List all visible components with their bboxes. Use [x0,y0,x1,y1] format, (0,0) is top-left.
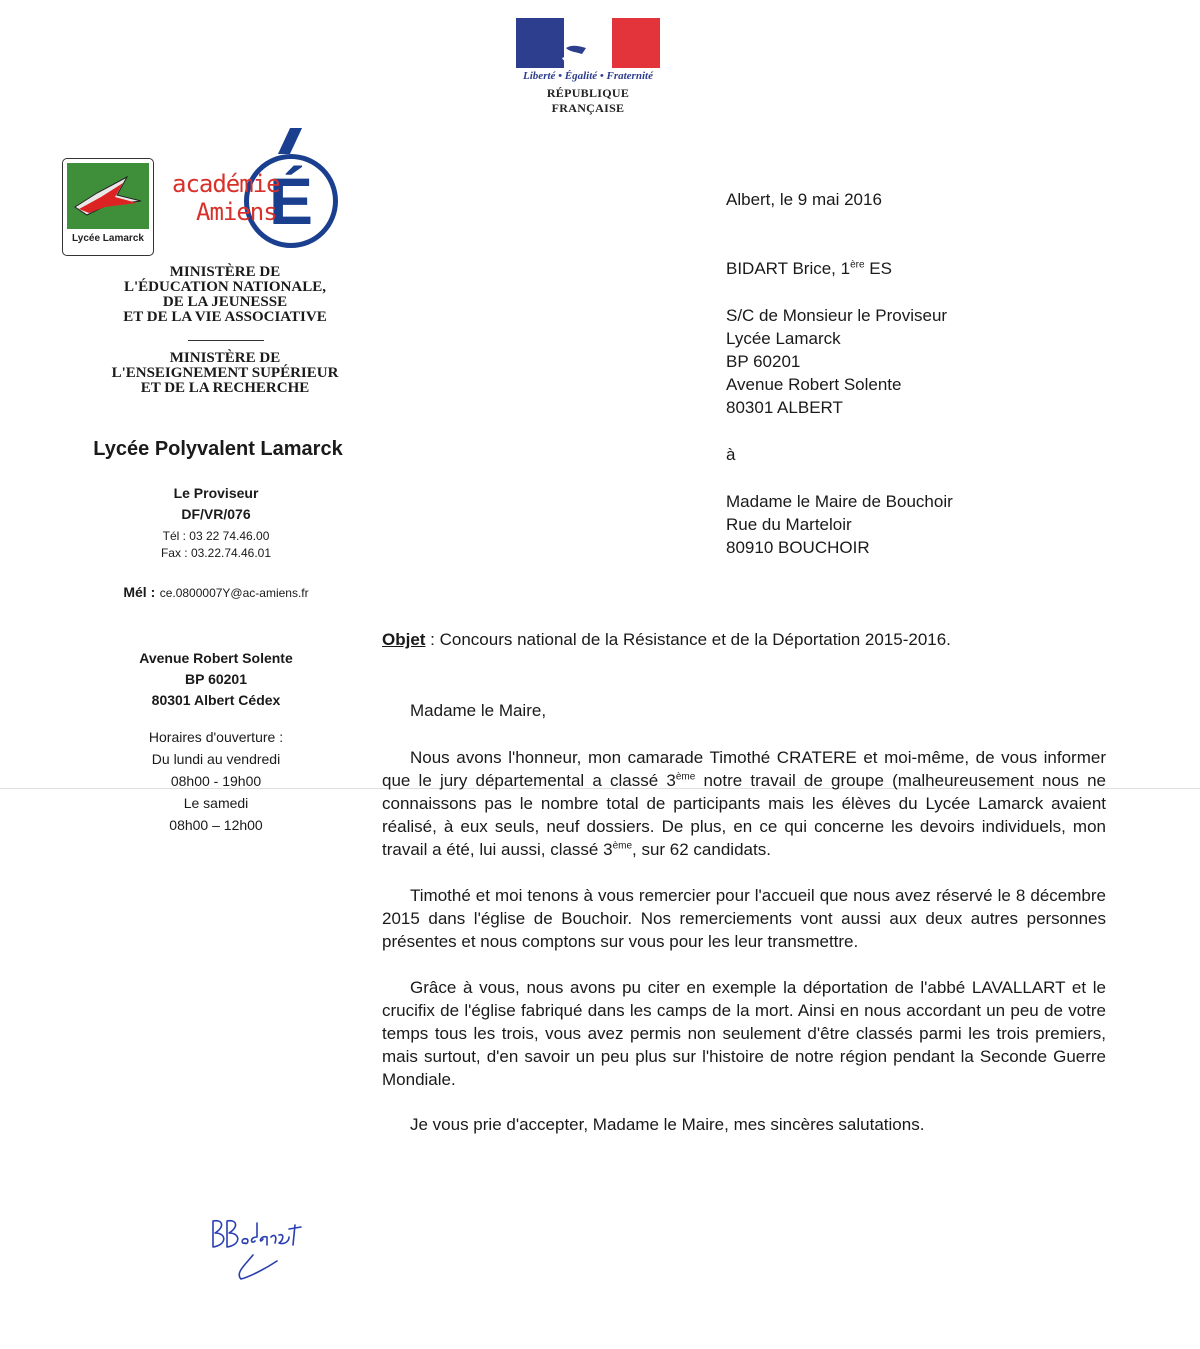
subject-text: : Concours national de la Résistance et de la Déportation 2015-2016. [425,630,951,649]
lycee-name: Lycée Polyvalent Lamarck [93,438,343,460]
ordinal-sup: ème [675,771,696,783]
sender-reference: DF/VR/076 [181,506,251,522]
paragraph-1-text: , sur 62 candidats. [632,840,771,859]
ministry-divider [188,340,264,341]
handwritten-signature [205,1215,325,1285]
via-line: Lycée Lamarck [726,329,841,348]
academie-word: académie [172,170,280,198]
sender-address [94,648,338,711]
republic-name: RÉPUBLIQUE FRANÇAISE [546,86,630,115]
via-line: Avenue Robert Solente [726,375,902,394]
lamarck-symbol-icon [67,163,149,229]
sender-fax: Fax : 03.22.74.46.01 [160,546,272,560]
ministry-education [100,265,350,325]
email-label: Mél : [123,584,156,600]
ministry-line: L'ENSEIGNEMENT SUPÉRIEUR [111,365,339,381]
academie-letter: É [268,164,314,238]
author-class: ES [864,259,892,278]
ministry-line: DE LA JEUNESSE [162,294,288,310]
via-line: S/C de Monsieur le Proviseur [726,306,948,325]
address-line: Avenue Robert Solente [139,650,293,666]
lycee-lamarck-logo [62,158,154,256]
ministry-higher-education [100,351,350,396]
ministry-line: ET DE LA VIE ASSOCIATIVE [123,309,327,325]
subject-line [382,630,951,650]
hours-line: Du lundi au vendredi [151,751,281,767]
ordinal-sup: ème [612,840,633,852]
hours-line: 08h00 – 12h00 [169,817,263,833]
recipient-line: Rue du Marteloir [726,515,852,534]
paragraph-1 [382,746,1106,861]
ministry-line: MINISTÈRE DE [169,350,281,366]
paragraph-2: Timothé et moi tenons à vous remercier pour l'accueil que nous avez réservé le 8 décembre 2015 dans l'église de Bouchoir. Nos remerciements vont aussi aux deux autres personnes présentes et nous comptons sur vous pour les leur transmettre. [382,886,1106,951]
republique-francaise-logo [516,18,660,115]
place-date: Albert, le 9 mai 2016 [726,190,882,209]
academie-amiens-logo [168,128,348,258]
via-address [726,304,947,419]
email-value: ce.0800007Y@ac-amiens.fr [159,586,309,600]
sender-email [94,584,338,602]
paragraph-3: Grâce à vous, nous avons pu citer en exemple la déportation de l'abbé LAVALLART et le crucifix de l'église fabriqué dans les camps de la mort. Ainsi en nous accordant un peu de votre temps tous les trois, vous avez permis non seulement d'être classés parmi les trois premiers, mais surtout, d'en savoir un peu plus sur l'histoire de notre région pendant la Seconde Guerre Mondiale. [382,978,1106,1089]
recipient-address [726,490,953,559]
closing: Je vous prie d'accepter, Madame le Maire, mes sincères salutations. [410,1115,925,1134]
lamarck-emblem [67,163,149,229]
subject-label: Objet [382,630,426,649]
academie-city: Amiens [196,198,277,226]
author-line [726,257,892,280]
to-word: à [726,445,736,464]
academie-accent [278,128,302,154]
author-name: BIDART Brice, 1 [726,259,851,278]
hours-line: Le samedi [183,795,249,811]
ministry-line: L'ÉDUCATION NATIONALE, [124,279,326,295]
address-line: 80301 Albert Cédex [151,692,281,708]
recipient-line: 80910 BOUCHOIR [726,538,870,557]
republic-motto: Liberté • Égalité • Fraternité [523,70,653,82]
ministry-line: ET DE LA RECHERCHE [140,380,310,396]
sender-tel: Tél : 03 22 74.46.00 [162,529,270,543]
hours-line: 08h00 - 19h00 [170,773,262,789]
paragraph-1-text: notre travail de groupe (malheureusement nous ne connaissons pas le nombre total de participants mais les élèves du Lycée Lamarck avaient réalisé, à eux seuls, neuf dossiers. De plus, en ce qui concerne les devoirs individuels, mon travail a été, lui aussi, classé 3 [382,771,1106,859]
via-line: 80301 ALBERT [726,398,843,417]
greeting: Madame le Maire, [410,701,547,720]
recipient-line: Madame le Maire de Bouchoir [726,492,953,511]
hours-title: Horaires d'ouverture : [148,729,284,745]
lamarck-logo-label: Lycée Lamarck [72,233,144,244]
via-line: BP 60201 [726,352,801,371]
ministry-line: MINISTÈRE DE [169,264,281,280]
opening-hours [94,726,338,836]
address-line: BP 60201 [184,671,247,687]
sender-role-block [94,483,338,562]
author-sup: ère [850,259,865,271]
marianne-profile-icon [536,18,636,68]
sender-role: Le Proviseur [173,485,259,501]
scan-artifact [0,788,1200,789]
paragraph-1-text: Nous avons l'honneur, mon camarade Timothé CRATERE et moi-même, de vous informer que le jury départemental a classé 3 [382,748,1106,790]
